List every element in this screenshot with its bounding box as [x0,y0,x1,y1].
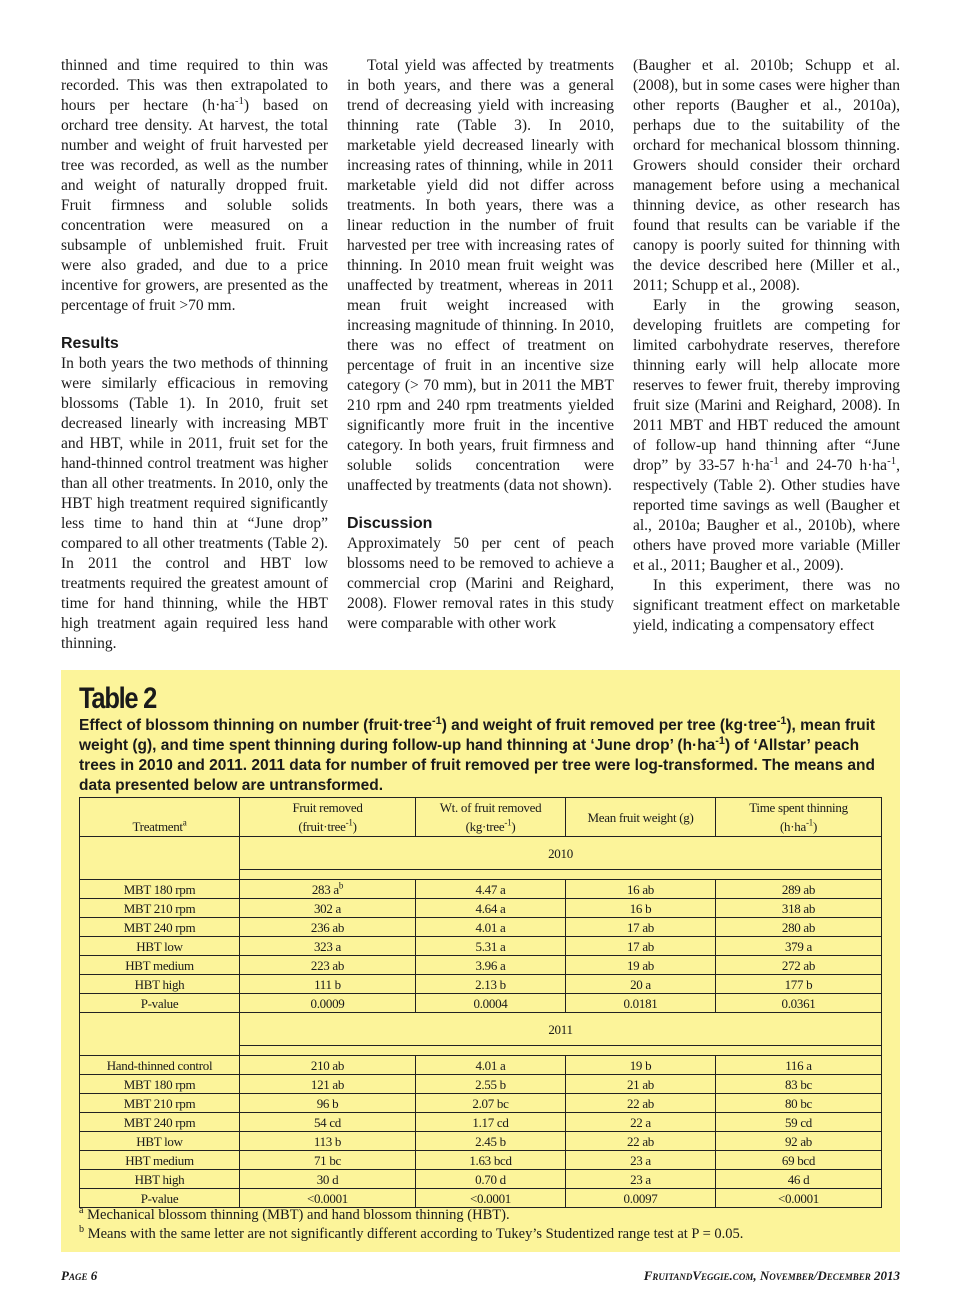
table-cell: 116 a [716,1056,882,1075]
table-cell: 71 bc [240,1151,416,1170]
table-cell: 30 d [240,1170,416,1189]
table-row [80,1189,882,1208]
table-cell: 83 bc [716,1075,882,1094]
table-cell: 80 bc [716,1094,882,1113]
table-cell: 17 ab [566,918,716,937]
table-cell: P-value [80,1189,240,1208]
table-cell: 23 a [566,1151,716,1170]
table-cell: 0.0009 [240,994,416,1013]
year-2011-row [80,1013,882,1046]
table-cell: 2.07 bc [416,1094,566,1113]
table-footnotes [79,1206,743,1244]
table-cell: 0.70 d [416,1170,566,1189]
table-cell: <0.0001 [240,1189,416,1208]
table-cell: HBT medium [80,956,240,975]
table-cell: HBT low [80,1132,240,1151]
table-cell: 5.31 a [416,937,566,956]
table-row [80,1113,882,1132]
discussion-heading: Discussion [347,515,433,532]
table-header-row [80,798,882,837]
header-weight-removed: Wt. of fruit removed (kg·tree$^{-1}$) [416,798,566,837]
table-cell: MBT 210 rpm [80,899,240,918]
table-title: Table 2 [79,682,157,715]
table-cell: MBT 210 rpm [80,1094,240,1113]
table-cell: HBT high [80,1170,240,1189]
table-cell: 20 a [566,975,716,994]
table-cell: 318 ab [716,899,882,918]
table-cell: 0.0097 [566,1189,716,1208]
table-row [80,880,882,899]
table-cell: 379 a [716,937,882,956]
table-cell: 113 b [240,1132,416,1151]
col3-paragraph-1: (Baugher et al. 2010b; Schupp et al. (2008), but in some cases were higher than other reports (Baugher et al., 2010a), perhaps due to the suitability of the orchard for mechanical blossom thinning. Growers should consider their orchard management before using a mechanical thinning device, as other research has found that results can be variable if the canopy is poorly suited for thinning with the device described here (Miller et al., 2011; Schupp et al., 2008). [633,57,900,294]
table-row [80,937,882,956]
year-2010-row [80,837,882,870]
table-cell: 4.01 a [416,1056,566,1075]
table-cell: 19 b [566,1056,716,1075]
page-number: Page 6 [61,1268,98,1283]
table-cell: 19 ab [566,956,716,975]
table-cell: 0.0004 [416,994,566,1013]
data-table [79,797,882,1208]
results-heading: Results [61,335,119,352]
table-cell: 2.55 b [416,1075,566,1094]
table-cell: 16 ab [566,880,716,899]
table-cell: 111 b [240,975,416,994]
table-cell: 22 ab [566,1094,716,1113]
table-2-box [61,670,900,1252]
table-row [80,918,882,937]
table-row [80,1170,882,1189]
table-cell: 280 ab [716,918,882,937]
table-cell: 2.13 b [416,975,566,994]
table-cell: 16 b [566,899,716,918]
table-cell: MBT 180 rpm [80,880,240,899]
col2-paragraph-2: Approximately 50 per cent of peach blossoms need to be removed to achieve a commercial crop (Marini and Reighard, 2008). Flower removal rates in this study were comparable with other work [347,535,614,632]
table-row [80,1075,882,1094]
table-cell: MBT 240 rpm [80,1113,240,1132]
table-cell: 323 a [240,937,416,956]
footnote-b: $^b$ Means with the same letter are not significantly different according to Tukey’s Studentized range test at P = 0.05. [79,1224,744,1242]
table-cell: <0.0001 [716,1189,882,1208]
table-cell: MBT 240 rpm [80,918,240,937]
column-1 [61,56,328,654]
table-row [80,994,882,1013]
table-cell: 96 b [240,1094,416,1113]
table-cell: HBT medium [80,1151,240,1170]
table-cell: 92 ab [716,1132,882,1151]
table-cell: 69 bcd [716,1151,882,1170]
table-row [80,899,882,918]
table-cell: 21 ab [566,1075,716,1094]
table-cell: 283 $a^b$ [240,880,416,899]
col1-paragraph-2: In both years the two methods of thinning were similarly efficacious in removing blossoms (Table 1). In 2010, fruit set decreased linearly with increasing MBT and HBT, while in 2011, fruit set for the hand-thinned control treatment was higher than all other treatments. In 2010, only the HBT high treatment required significantly less time to hand thin at “June drop” compared to all other treatments (Table 2). In 2011 the control and HBT low treatments required the greatest amount of time for hand thinning, while the HBT high treatment again required less hand thinning. [61,355,328,652]
table-cell: 54 cd [240,1113,416,1132]
table-cell: 302 a [240,899,416,918]
header-mean-weight: Mean fruit weight (g) [566,798,716,837]
col3-paragraph-2: Early in the growing season, developing fruitlets are competing for limited carbohydrate reserves, therefore thinning early will help allocate more reserves to fewer fruit, thereby improving fruit size (Marini and Reighard, 2008). In 2011 MBT and HBT reduced the amount of follow-up hand thinning after “June drop” by 33-57 $h\cdot ha^{-1}$ and 24-70 $h\cdot ha^{-1}$, respectively (Table 2). Other studies have reported time savings as well (Baugher et al., 2010a; Baugher et al., 2010b), where others have proved more variable (Miller et al., 2011; Baugher et al., 2009). [633,297,900,574]
header-time-thinning: Time spent thinning $(h\cdot ha^{-1})$ [716,798,882,837]
year-2011-label: 2011 [240,1013,882,1046]
header-fruit-removed: Fruit removed (fruit·tree$^{-1}$) [240,798,416,837]
table-row [80,1132,882,1151]
col3-paragraph-3: In this experiment, there was no significant treatment effect on marketable yield, indicating a compensatory effect [633,577,900,634]
table-row [80,1094,882,1113]
table-row [80,1151,882,1170]
table-cell: HBT high [80,975,240,994]
table-cell: 3.96 a [416,956,566,975]
table-cell: 210 ab [240,1056,416,1075]
year-2010-label: 2010 [240,837,882,870]
header-treatment: Treatment$^a$ [80,798,240,837]
col2-paragraph-1: Total yield was affected by treatments in both years, and there was a general trend of decreasing yield with increasing thinning rate (Table 3). In 2010, marketable yield decreased linearly with increasing rates of thinning, while in 2011 marketable yield did not differ across treatments. In both years, there was a linear reduction in the number of fruit harvested per tree with increasing rates of thinning. In 2010 mean fruit weight was unaffected by treatment, whereas in 2011 mean fruit weight increased with increasing magnitude of thinning. In 2010, there was no effect of treatment on percentage of fruit in an incentive size category (> 70 mm), but in 2011 the MBT 210 rpm and 240 rpm treatments yielded significantly more fruit in the incentive category. In both years, fruit firmness and soluble solids concentration were unaffected by treatments (data not shown). [347,57,614,494]
table-cell: MBT 180 rpm [80,1075,240,1094]
publication-info: FruitandVeggie.com, November/December 2013 [643,1268,900,1283]
table-cell: 59 cd [716,1113,882,1132]
table-cell: HBT low [80,937,240,956]
footnote-a: $^a$ Mechanical blossom thinning (MBT) and hand blossom thinning (HBT). [79,1205,510,1223]
table-row [80,956,882,975]
table-cell: 0.0361 [716,994,882,1013]
table-cell: P-value [80,994,240,1013]
table-cell: 22 ab [566,1132,716,1151]
table-cell: 46 d [716,1170,882,1189]
table-cell: 272 ab [716,956,882,975]
table-row [80,1056,882,1075]
table-cell: 1.63 bcd [416,1151,566,1170]
table-cell: 4.64 a [416,899,566,918]
table-cell: 2.45 b [416,1132,566,1151]
table-cell: 17 ab [566,937,716,956]
table-cell: 121 ab [240,1075,416,1094]
table-cell: 177 b [716,975,882,994]
table-cell: Hand-thinned control [80,1056,240,1075]
table-row [80,975,882,994]
table-cell: 0.0181 [566,994,716,1013]
table-cell: 236 ab [240,918,416,937]
table-cell: 22 a [566,1113,716,1132]
table-cell: 1.17 cd [416,1113,566,1132]
table-cell: 23 a [566,1170,716,1189]
col1-paragraph-1: thinned and time required to thin was recorded. This was then extrapolated to hours per hectare $(h\cdot ha^{-1})$ based on orchard tree density. At harvest, the total number and weight of fruit harvested per tree was recorded, as well as the number and weight of naturally dropped fruit. Fruit firmness and soluble solids concentration were measured on a subsample of unblemished fruit. Fruit were also graded, and due to a price incentive for growers, are presented as the percentage of fruit >70 mm. [61,57,328,314]
table-cell: 4.47 a [416,880,566,899]
table-caption: Effect of blossom thinning on number (fruit·tree$^{-1}$) and weight of fruit removed per tree (kg·tree$^{-1}$), mean fruit weight (g), and time spent thinning during follow-up hand thinning at ‘June drop’ $(h\cdot ha^{-1})$ of ‘Allstar’ peach trees in 2010 and 2011. 2011 data for number of fruit removed per tree were log-transformed. The means and data presented below are untransformed. [79,714,876,794]
column-2 [347,56,614,634]
table-cell: 289 ab [716,880,882,899]
table-cell: <0.0001 [416,1189,566,1208]
table-cell: 4.01 a [416,918,566,937]
column-3 [633,56,900,636]
table-cell: 223 ab [240,956,416,975]
